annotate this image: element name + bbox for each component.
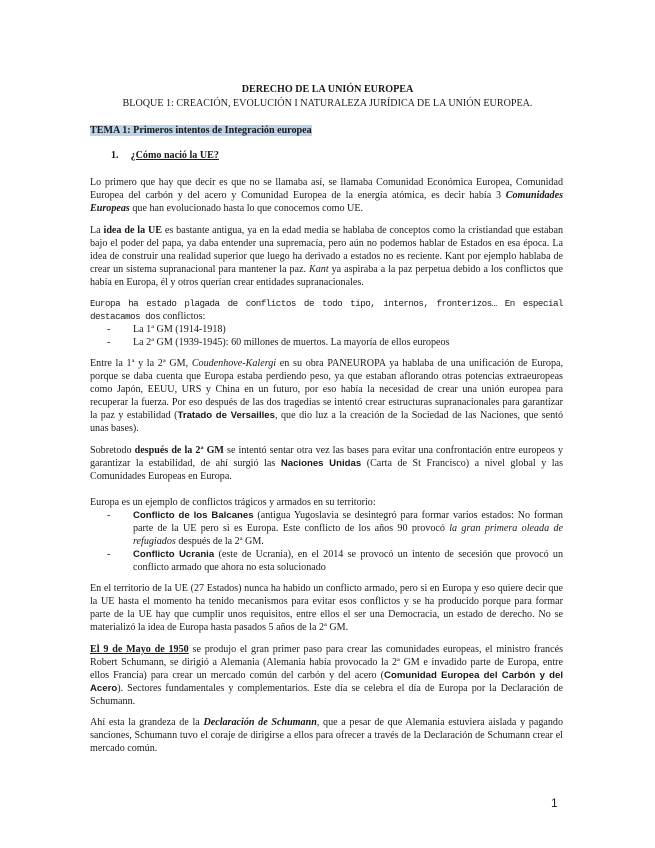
document-title: DERECHO DE LA UNIÓN EUROPEA [241, 84, 414, 95]
text: en su obra PANEUROPA ya hablaba de una unificación de Europa, porque se daba cuenta que Europa estaba perdiendo peso, ya que estaban aflorando otras potencias extraeuropeas como Japón, EEUU, URS y China en un futuro, por eso había la necesidad de crear una unión europea para recuperar la fuerza. Por eso después de las dos tragedias se intentó crear estructuras supranacionales para garantizar la paz y estabilidad ( [90, 358, 563, 422]
text: es bastante antigua, ya en la edad media se hablaba de conceptos como la cristiandad que estaban bajo el poder del papa, ya daba entender una supremacía, pero aún no podemos hablar de Estados en esa época. La idea de construir una realidad superior que luego ha derivado a estados no es reciente. Kant por ejemplo hablaba de crear un sistema supranacional para mantener la paz. [90, 225, 564, 276]
text: Ahí esta la grandeza de la [90, 717, 204, 728]
document-subtitle: BLOQUE 1: CREACIÓN, EVOLUCIÓN I NATURALEZA JURÍDICA DE LA UNIÓN EUROPEA. [122, 98, 533, 109]
text: se intentó sentar otra vez las bases para evitar una confrontación entre europeos y garantizar la estabilidad, de ahí surgió las [90, 445, 563, 470]
emphasis: idea de la UE [103, 225, 163, 236]
section-heading [111, 150, 219, 161]
paragraph-7: En el territorio de la UE (27 Estados) nunca ha habido un conflicto armado, pero si en Europa y eso quiere decir que la UE hasta el momento ha tenido mecanismos para evitar esos conflictos y se ha producido porque para formar parte de la UE hay que cumplir unos requisitos, entre ellos el ser una Democracia, un estado de derecho. No se materializó la idea de Europa hasta pasados 5 años de la 2ª GM. [90, 583, 563, 634]
text: se produjo el gran primer paso para crear las comunidades europeas, el ministro francés Robert Schumann, se dirigió a Alemania (Alemania había provocado la 2ª GM e invadido parte de Europa, entre ellos Francia) para crear un mercado común del carbón y del acero ( [90, 644, 563, 682]
list-item [90, 548, 563, 574]
text: (antigua Yugoslavia se desintegró para formar varios estados: No forman parte de la UE pero si es Europa. Este conflicto de los años 90 provocó [133, 510, 563, 535]
emphasis: Coudenhove-Kalergi [191, 358, 277, 369]
conflict-examples-list [90, 509, 563, 574]
emphasis: Conflicto de los Balcanes [133, 510, 254, 522]
text: después de la 2ª GM. [175, 536, 264, 548]
paragraph-6 [90, 496, 563, 575]
list-item: - La 2ª GM (1939-1945): 60 millones de muertos. La mayoría de ellos europeos [90, 336, 563, 349]
text: (Carta de St Francisco) a nivel global y las Comunidades Europeas en Europa. [90, 458, 564, 483]
section-title: ¿Cómo nació la UE? [130, 150, 219, 161]
page-number: 1 [551, 796, 558, 810]
emphasis: Conflicto Ucrania [133, 549, 215, 561]
list-item [90, 509, 563, 548]
emphasis: Comunidad Europea del Carbón y del Acero [90, 670, 564, 695]
text: , que a pesar de que Alemania estuviera aislada y pagando sanciones, Schumann tuvo el coraje de dirigirse a ellos para ofrecer a través de la Declaración de Schumann crear el mercado común. [90, 717, 563, 755]
tema-heading [90, 124, 563, 137]
text: (este de Ucrania), en el 2014 se provocó un intento de secesión que provocó un conflicto armado que ahora no esta solucionado [133, 549, 563, 574]
emphasis: la gran primera oleada de refugiados [133, 523, 563, 548]
emphasis: Comunidades Europeas [90, 190, 563, 215]
paragraph-8 [90, 643, 563, 708]
text: Europa es un ejemplo de conflictos trágicos y armados en su territorio: [90, 497, 376, 508]
text: ya aspiraba a la paz perpetua debido a los conflictos que había en Europa, él y otros querían crear entidades supranacionales. [90, 264, 563, 289]
text: conflictos: [160, 311, 206, 323]
text: Sobretodo [90, 445, 135, 456]
emphasis: Declaración de Schumann [203, 717, 317, 728]
text: Lo primero que hay que decir es que no se llamaba así, se llamaba Comunidad Económica Europea, Comunidad Europea del carbón y del acero y Comunidad Europea de la energía atómica, es decir había 3 [90, 177, 563, 202]
tema-heading-text: TEMA 1: Primeros intentos de Integración europea [90, 125, 312, 136]
emphasis: El 9 de Mayo de 1950 [90, 644, 189, 655]
section-number: 1. [111, 150, 119, 161]
text: Europa ha estado plagada de conflictos de todo tipo, internos, fronterizos… En especial destacamos dos [90, 298, 563, 323]
text: Entre la 1ª y la 2ª GM, [90, 358, 192, 369]
text: que han evolucionado hasta lo que conocemos como UE. [129, 203, 364, 215]
text: , que dio luz a la creación de la Sociedad de las Naciones, que sentó unas bases). [90, 410, 563, 435]
paragraph-4 [90, 357, 563, 436]
list-item: - La 1ª GM (1914-1918) [90, 323, 563, 336]
text: ). Sectores fundamentales y complementarios. Este día se celebra el día de Europa por la Declaración de Schumann. [90, 683, 563, 708]
emphasis: Kant [309, 264, 329, 276]
emphasis: después de la 2ª GM [134, 445, 224, 456]
emphasis: Tratado de Versailles [177, 410, 275, 422]
conflict-list [90, 323, 563, 349]
paragraph-9 [90, 716, 563, 755]
emphasis: Naciones Unidas [280, 458, 362, 470]
text: La [90, 225, 104, 236]
paragraph-5 [90, 444, 563, 483]
paragraph-3 [90, 297, 563, 349]
paragraph-1 [90, 176, 563, 215]
paragraph-2 [90, 224, 563, 289]
